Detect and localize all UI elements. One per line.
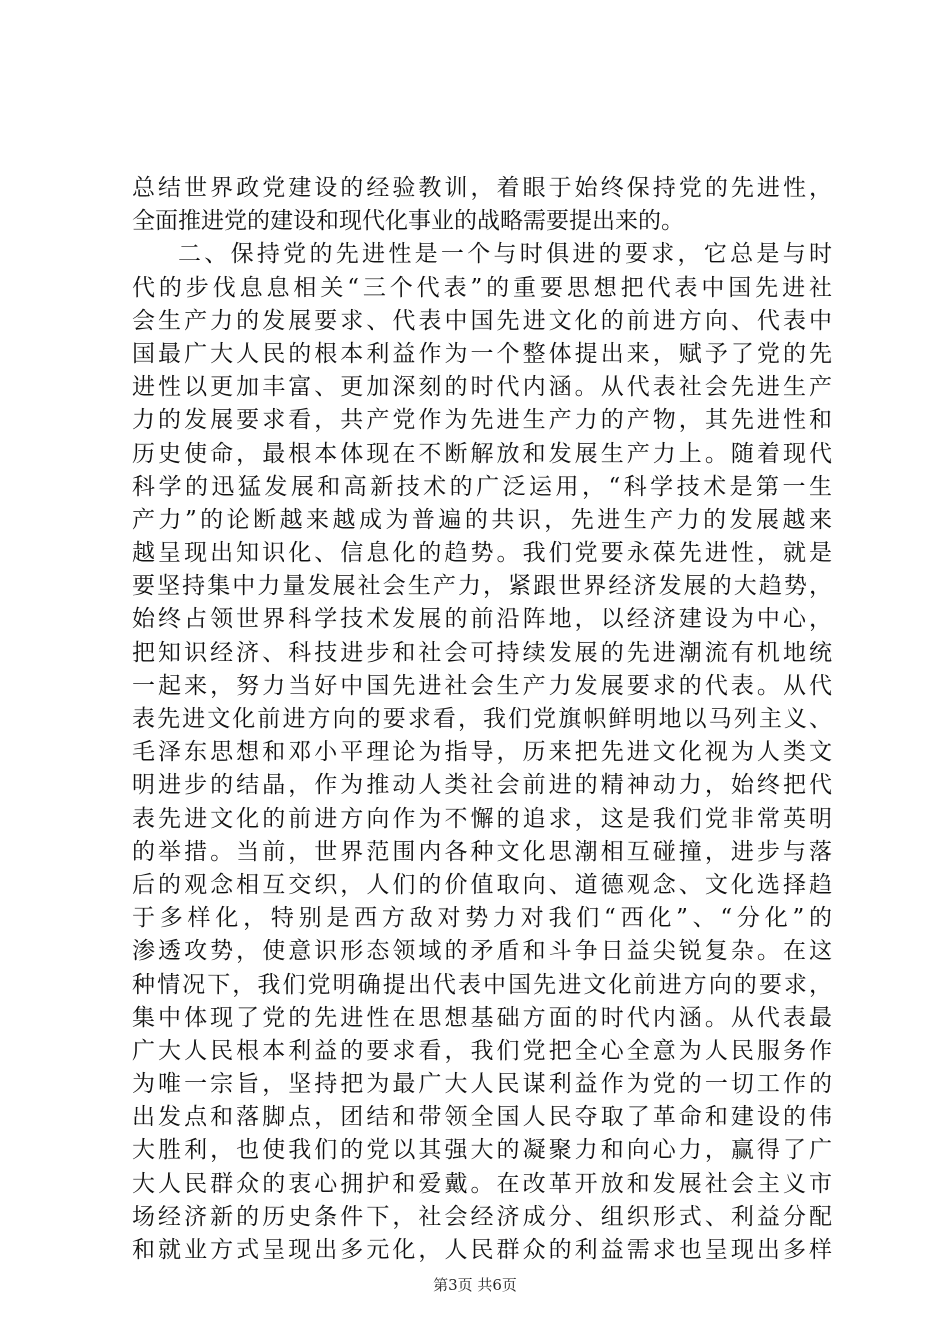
text-line: 大人民群众的衷心拥护和爱戴。在改革开放和发展社会主义市: [132, 1170, 832, 1197]
text-line: 出发点和落脚点，团结和带领全国人民夺取了革命和建设的伟: [132, 1104, 832, 1131]
text-line: 产力”的论断越来越成为普遍的共识，先进生产力的发展越来: [132, 506, 832, 533]
text-line: 代的步伐息息相关“三个代表”的重要思想把代表中国先进社: [132, 274, 832, 301]
text-line: 渗透攻势，使意识形态领域的矛盾和斗争日益尖锐复杂。在这: [132, 938, 832, 965]
text-line: 的举措。当前，世界范围内各种文化思潮相互碰撞，进步与落: [132, 838, 832, 865]
text-line: 越呈现出知识化、信息化的趋势。我们党要永葆先进性，就是: [132, 540, 832, 567]
paragraph-start-line: 二、保持党的先进性是一个与时俱进的要求，它总是与时: [178, 241, 832, 268]
text-line: 进性以更加丰富、更加深刻的时代内涵。从代表社会先进生产: [132, 374, 832, 401]
page-number-footer: 第3页 共6页: [433, 1276, 517, 1294]
text-line: 广大人民根本利益的要求看，我们党把全心全意为人民服务作: [132, 1037, 832, 1064]
text-line: 总结世界政党建设的经验教训，着眼于始终保持党的先进性，: [132, 175, 832, 201]
text-line: 要坚持集中力量发展社会生产力，紧跟世界经济发展的大趋势，: [132, 573, 832, 600]
text-line: 毛泽东思想和邓小平理论为指导，历来把先进文化视为人类文: [132, 739, 832, 766]
text-line: 大胜利，也使我们的党以其强大的凝聚力和向心力，赢得了广: [132, 1137, 832, 1164]
text-line: 国最广大人民的根本利益作为一个整体提出来，赋予了党的先: [132, 340, 832, 367]
text-line: 表先进文化的前进方向作为不懈的追求，这是我们党非常英明: [132, 805, 832, 832]
text-line: 力的发展要求看，共产党作为先进生产力的产物，其先进性和: [132, 407, 832, 434]
text-line: 和就业方式呈现出多元化，人民群众的利益需求也呈现出多样: [132, 1237, 832, 1263]
text-line: 历史使命，最根本体现在不断解放和发展生产力上。随着现代: [132, 440, 832, 467]
text-line: 于多样化，特别是西方敌对势力对我们“西化”、“分化”的: [132, 905, 832, 932]
text-line: 把知识经济、科技进步和社会可持续发展的先进潮流有机地统: [132, 639, 832, 666]
text-line: 表先进文化前进方向的要求看，我们党旗帜鲜明地以马列主义、: [132, 706, 832, 732]
text-line: 明进步的结晶，作为推动人类社会前进的精神动力，始终把代: [132, 772, 832, 799]
text-line: 种情况下，我们党明确提出代表中国先进文化前进方向的要求，: [132, 971, 832, 998]
text-line: 场经济新的历史条件下，社会经济成分、组织形式、利益分配: [132, 1203, 832, 1230]
text-line: 一起来，努力当好中国先进社会生产力发展要求的代表。从代: [132, 672, 832, 699]
text-line: 始终占领世界科学技术发展的前沿阵地，以经济建设为中心，: [132, 606, 832, 633]
text-line: 集中体现了党的先进性在思想基础方面的时代内涵。从代表最: [132, 1004, 832, 1031]
text-line: 为唯一宗旨，坚持把为最广大人民谋利益作为党的一切工作的: [132, 1071, 832, 1098]
text-line: 科学的迅猛发展和高新技术的广泛运用，“科学技术是第一生: [132, 473, 832, 500]
body-text: [132, 172, 832, 1267]
text-line: 后的观念相互交织，人们的价值取向、道德观念、文化选择趋: [132, 871, 832, 898]
text-line: 会生产力的发展要求、代表中国先进文化的前进方向、代表中: [132, 307, 832, 334]
text-line: 全面推进党的建设和现代化事业的战略需要提出来的。: [132, 208, 684, 235]
